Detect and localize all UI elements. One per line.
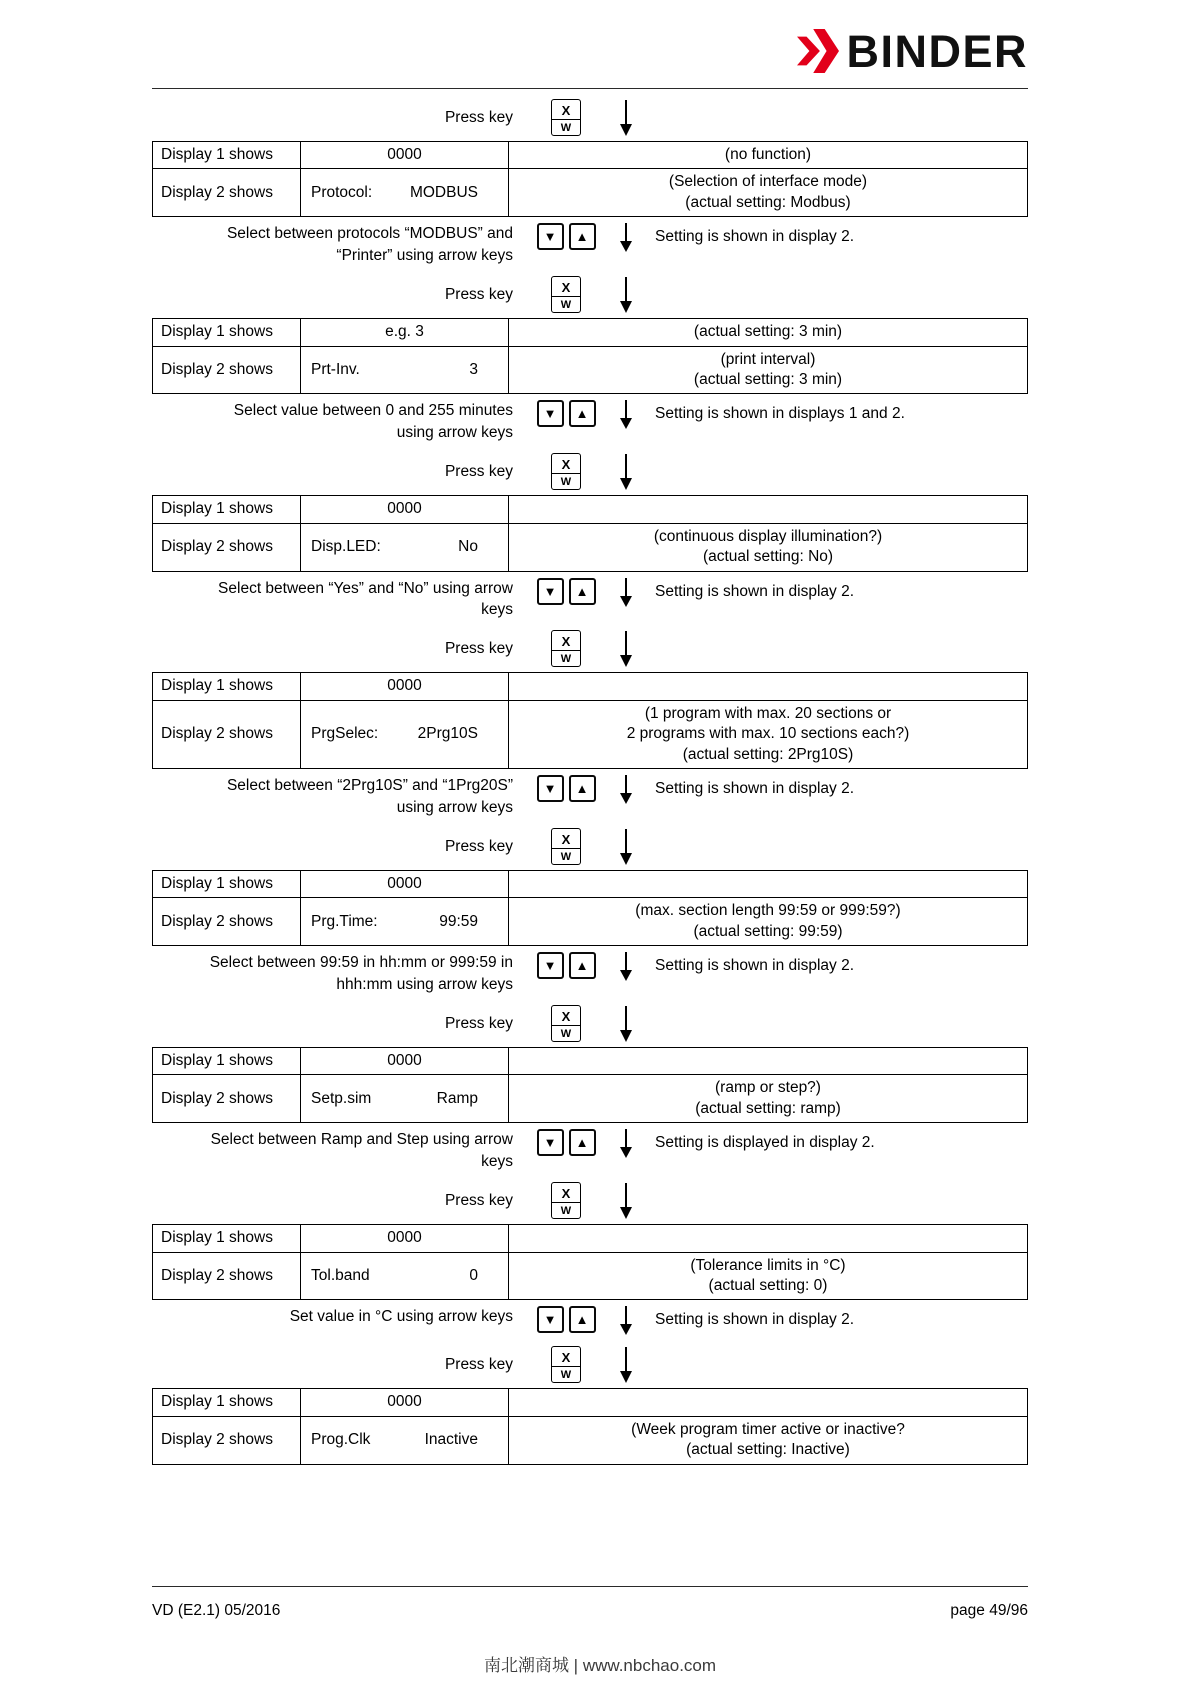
display2-value-cell — [301, 1075, 509, 1123]
flow-down-arrow-icon — [605, 1182, 647, 1220]
display-table — [152, 870, 1028, 946]
xw-key-top-label: X — [552, 631, 580, 651]
arrow-down-key-icon: ▼ — [537, 1129, 564, 1156]
press-row-spacer — [647, 99, 1028, 102]
display2-value-cell — [301, 346, 509, 394]
setting-note: Setting is shown in display 2. — [655, 582, 855, 600]
select-instruction: Select between “2Prg10S” and “1Prg20S” using arrow keys — [226, 777, 513, 816]
xw-key-top-label: X — [552, 277, 580, 297]
display2-parameter: Tol.band — [311, 1266, 370, 1284]
display2-label: Display 2 shows — [153, 169, 301, 217]
press-key-row — [152, 453, 1028, 491]
select-row — [152, 400, 1028, 443]
xw-key-bottom-label: W — [560, 476, 572, 489]
press-key-row — [152, 1005, 1028, 1043]
display1-note — [509, 1048, 1028, 1075]
config-step — [152, 1005, 1028, 1172]
display1-note — [509, 496, 1028, 523]
press-key-label: Press key — [444, 286, 513, 304]
arrow-up-key-icon: ▲ — [569, 952, 596, 979]
display2-parameter: Protocol: — [311, 183, 373, 201]
press-row-spacer — [647, 453, 1028, 456]
display2-note: (Selection of interface mode) (actual setting: Modbus) — [509, 169, 1028, 217]
xw-key-icon — [551, 276, 581, 313]
select-row — [152, 578, 1028, 621]
display2-note: (continuous display illumination?) (actual setting: No) — [509, 523, 1028, 571]
flow-down-arrow-icon — [605, 1346, 647, 1384]
binder-chevron-icon — [797, 28, 839, 74]
flow-down-arrow-icon — [605, 630, 647, 668]
display1-label: Display 1 shows — [153, 496, 301, 523]
press-key-label: Press key — [444, 837, 513, 855]
flow-down-arrow-icon — [605, 775, 647, 805]
config-step — [152, 453, 1028, 620]
press-key-label: Press key — [444, 1356, 513, 1374]
flow-down-arrow-icon — [605, 578, 647, 608]
flow-down-arrow-icon — [605, 1005, 647, 1043]
display1-value: 0000 — [301, 1225, 509, 1252]
select-instruction: Set value in °C using arrow keys — [289, 1308, 513, 1326]
display2-value-cell — [301, 1252, 509, 1300]
press-key-row — [152, 630, 1028, 668]
display-table — [152, 672, 1028, 769]
arrow-up-key-icon: ▲ — [569, 1129, 596, 1156]
arrow-up-key-icon: ▲ — [569, 400, 596, 427]
display1-value: e.g. 3 — [301, 319, 509, 346]
select-row — [152, 775, 1028, 818]
xw-key-bottom-label: W — [560, 653, 572, 666]
setting-note: Setting is shown in display 2. — [655, 957, 855, 975]
press-key-label: Press key — [444, 463, 513, 481]
display2-row — [153, 898, 1028, 946]
select-row — [152, 1129, 1028, 1172]
xw-key-icon — [551, 1005, 581, 1042]
display-table — [152, 141, 1028, 217]
page-number: page 49/96 — [950, 1602, 1028, 1619]
xw-key-top-label: X — [552, 1006, 580, 1026]
press-row-spacer — [647, 1182, 1028, 1185]
display2-value-cell — [301, 700, 509, 768]
xw-key-icon — [551, 453, 581, 490]
xw-key-top-label: X — [552, 100, 580, 120]
press-key-label: Press key — [444, 640, 513, 658]
display1-row — [153, 496, 1028, 523]
display2-label: Display 2 shows — [153, 1416, 301, 1464]
display1-value: 0000 — [301, 1389, 509, 1416]
display2-parameter: PrgSelec: — [311, 725, 379, 743]
xw-key-top-label: X — [552, 1183, 580, 1203]
xw-key-top-label: X — [552, 829, 580, 849]
arrow-down-key-icon: ▼ — [537, 400, 564, 427]
display2-row — [153, 1252, 1028, 1300]
select-row — [152, 1306, 1028, 1336]
config-step — [152, 1182, 1028, 1336]
xw-key-icon — [551, 1182, 581, 1219]
display-table — [152, 1224, 1028, 1300]
display2-note: (Week program timer active or inactive? (actual setting: Inactive) — [509, 1416, 1028, 1464]
display2-row — [153, 169, 1028, 217]
press-key-row — [152, 99, 1028, 137]
watermark-text: 南北潮商城 | www.nbchao.com — [483, 1656, 717, 1675]
display2-row — [153, 1075, 1028, 1123]
press-key-row — [152, 1346, 1028, 1384]
display1-value: 0000 — [301, 496, 509, 523]
config-step — [152, 276, 1028, 443]
display-table — [152, 318, 1028, 394]
display2-value: No — [458, 537, 478, 555]
select-instruction: Select value between 0 and 255 minutes using arrow keys — [233, 402, 513, 441]
display2-value: 99:59 — [439, 912, 478, 930]
header-rule — [152, 88, 1028, 89]
binder-logo — [797, 25, 1028, 77]
display1-label: Display 1 shows — [153, 319, 301, 346]
press-key-row — [152, 1182, 1028, 1220]
display2-value: 3 — [469, 360, 478, 378]
display1-note — [509, 1225, 1028, 1252]
display2-label: Display 2 shows — [153, 700, 301, 768]
display1-label: Display 1 shows — [153, 673, 301, 700]
display2-parameter: Prt-Inv. — [311, 360, 360, 378]
xw-key-bottom-label: W — [560, 1028, 572, 1040]
flow-down-arrow-icon — [605, 828, 647, 866]
press-key-label: Press key — [444, 109, 513, 126]
select-row — [152, 223, 1028, 266]
display2-row — [153, 700, 1028, 768]
display2-value-cell — [301, 523, 509, 571]
display2-note: (print interval) (actual setting: 3 min) — [509, 346, 1028, 394]
display2-value: Inactive — [424, 1431, 478, 1449]
display1-label: Display 1 shows — [153, 1389, 301, 1416]
display1-note: (actual setting: 3 min) — [509, 319, 1028, 346]
xw-key-bottom-label: W — [560, 1205, 572, 1218]
arrow-up-key-icon: ▲ — [569, 223, 596, 250]
flow-down-arrow-icon — [605, 99, 647, 137]
display2-parameter: Setp.sim — [311, 1089, 372, 1107]
display2-parameter: Prg.Time: — [311, 912, 378, 930]
setting-note: Setting is displayed in display 2. — [655, 1134, 875, 1152]
flow-down-arrow-icon — [605, 1129, 647, 1159]
display1-row — [153, 1048, 1028, 1075]
arrow-down-key-icon: ▼ — [537, 775, 564, 802]
setting-note: Setting is shown in display 2. — [655, 228, 855, 246]
press-row-spacer — [647, 1346, 1028, 1349]
xw-key-bottom-label: W — [560, 1369, 572, 1382]
flow-down-arrow-icon — [605, 1306, 647, 1336]
display2-value: Ramp — [436, 1089, 478, 1107]
display1-value: 0000 — [301, 142, 509, 169]
display1-label: Display 1 shows — [153, 1225, 301, 1252]
arrow-down-key-icon: ▼ — [537, 578, 564, 605]
display-table — [152, 1388, 1028, 1464]
arrow-down-key-icon: ▼ — [537, 223, 564, 250]
display2-value: MODBUS — [409, 183, 478, 201]
select-instruction: Select between protocols “MODBUS” and “Printer” using arrow keys — [226, 225, 513, 264]
display1-row — [153, 142, 1028, 169]
display1-row — [153, 870, 1028, 897]
config-step — [152, 630, 1028, 818]
page-header — [152, 0, 1028, 77]
page-footer — [152, 1586, 1028, 1620]
press-row-spacer — [647, 1005, 1028, 1008]
xw-key-bottom-label: W — [560, 850, 572, 863]
flow-down-arrow-icon — [605, 952, 647, 982]
display2-label: Display 2 shows — [153, 1252, 301, 1300]
config-step — [152, 1346, 1028, 1464]
display1-note — [509, 870, 1028, 897]
display2-row — [153, 523, 1028, 571]
display2-row — [153, 1416, 1028, 1464]
display1-label: Display 1 shows — [153, 1048, 301, 1075]
display1-row — [153, 673, 1028, 700]
display2-value: 0 — [469, 1266, 478, 1284]
select-instruction: Select between 99:59 in hh:mm or 999:59 in hhh:mm using arrow keys — [209, 954, 513, 993]
xw-key-icon — [551, 828, 581, 865]
arrow-down-key-icon: ▼ — [537, 1306, 564, 1333]
display2-parameter: Prog.Clk — [311, 1431, 371, 1449]
flow-down-arrow-icon — [605, 400, 647, 430]
doc-version: VD (E2.1) 05/2016 — [152, 1602, 281, 1619]
brand-name: BINDER — [846, 25, 1028, 77]
arrow-down-key-icon: ▼ — [537, 952, 564, 979]
xw-key-icon — [551, 1346, 581, 1383]
display2-label: Display 2 shows — [153, 523, 301, 571]
xw-key-bottom-label: W — [560, 299, 572, 312]
display2-label: Display 2 shows — [153, 1075, 301, 1123]
xw-key-top-label: X — [552, 1347, 580, 1367]
arrow-up-key-icon: ▲ — [569, 775, 596, 802]
display2-row — [153, 346, 1028, 394]
select-row — [152, 952, 1028, 995]
display1-row — [153, 1389, 1028, 1416]
display1-value: 0000 — [301, 673, 509, 700]
display-table — [152, 1047, 1028, 1123]
display1-value: 0000 — [301, 870, 509, 897]
setting-note: Setting is shown in display 2. — [655, 780, 855, 798]
display2-value: 2Prg10S — [417, 725, 478, 743]
display2-parameter: Disp.LED: — [311, 537, 381, 555]
display2-value-cell — [301, 1416, 509, 1464]
press-row-spacer — [647, 630, 1028, 633]
display1-label: Display 1 shows — [153, 870, 301, 897]
press-row-spacer — [647, 828, 1028, 831]
display-table — [152, 495, 1028, 571]
press-key-row — [152, 828, 1028, 866]
flow-down-arrow-icon — [605, 223, 647, 253]
display2-value-cell — [301, 898, 509, 946]
display1-label: Display 1 shows — [153, 142, 301, 169]
press-key-row — [152, 276, 1028, 314]
press-key-label: Press key — [444, 1015, 513, 1032]
display1-row — [153, 319, 1028, 346]
display2-note: (ramp or step?) (actual setting: ramp) — [509, 1075, 1028, 1123]
setting-note: Setting is shown in display 2. — [655, 1311, 855, 1329]
display2-label: Display 2 shows — [153, 898, 301, 946]
config-step — [152, 99, 1028, 266]
flow-down-arrow-icon — [605, 453, 647, 491]
xw-key-top-label: X — [552, 454, 580, 474]
config-step — [152, 828, 1028, 995]
arrow-up-key-icon: ▲ — [569, 578, 596, 605]
display1-row — [153, 1225, 1028, 1252]
press-key-label: Press key — [444, 1192, 513, 1210]
display2-note: (max. section length 99:59 or 999:59?) (actual setting: 99:59) — [509, 898, 1028, 946]
display1-note — [509, 1389, 1028, 1416]
setting-note: Setting is shown in displays 1 and 2. — [655, 405, 905, 423]
select-instruction: Select between “Yes” and “No” using arrow keys — [218, 579, 513, 618]
display2-note: (1 program with max. 20 sections or 2 programs with max. 10 sections each?) (actual setting: 2Prg10S) — [509, 700, 1028, 768]
arrow-up-key-icon: ▲ — [569, 1306, 596, 1333]
display1-note — [509, 673, 1028, 700]
display2-value-cell — [301, 169, 509, 217]
display1-note: (no function) — [509, 142, 1028, 169]
select-instruction: Select between Ramp and Step using arrow keys — [210, 1131, 513, 1170]
flow-down-arrow-icon — [605, 276, 647, 314]
press-row-spacer — [647, 276, 1028, 279]
display2-label: Display 2 shows — [153, 346, 301, 394]
config-steps — [152, 99, 1028, 1465]
display2-note: (Tolerance limits in °C) (actual setting: 0) — [509, 1252, 1028, 1300]
display1-value: 0000 — [301, 1048, 509, 1075]
xw-key-icon — [551, 99, 581, 136]
xw-key-icon — [551, 630, 581, 667]
xw-key-bottom-label: W — [560, 122, 572, 134]
